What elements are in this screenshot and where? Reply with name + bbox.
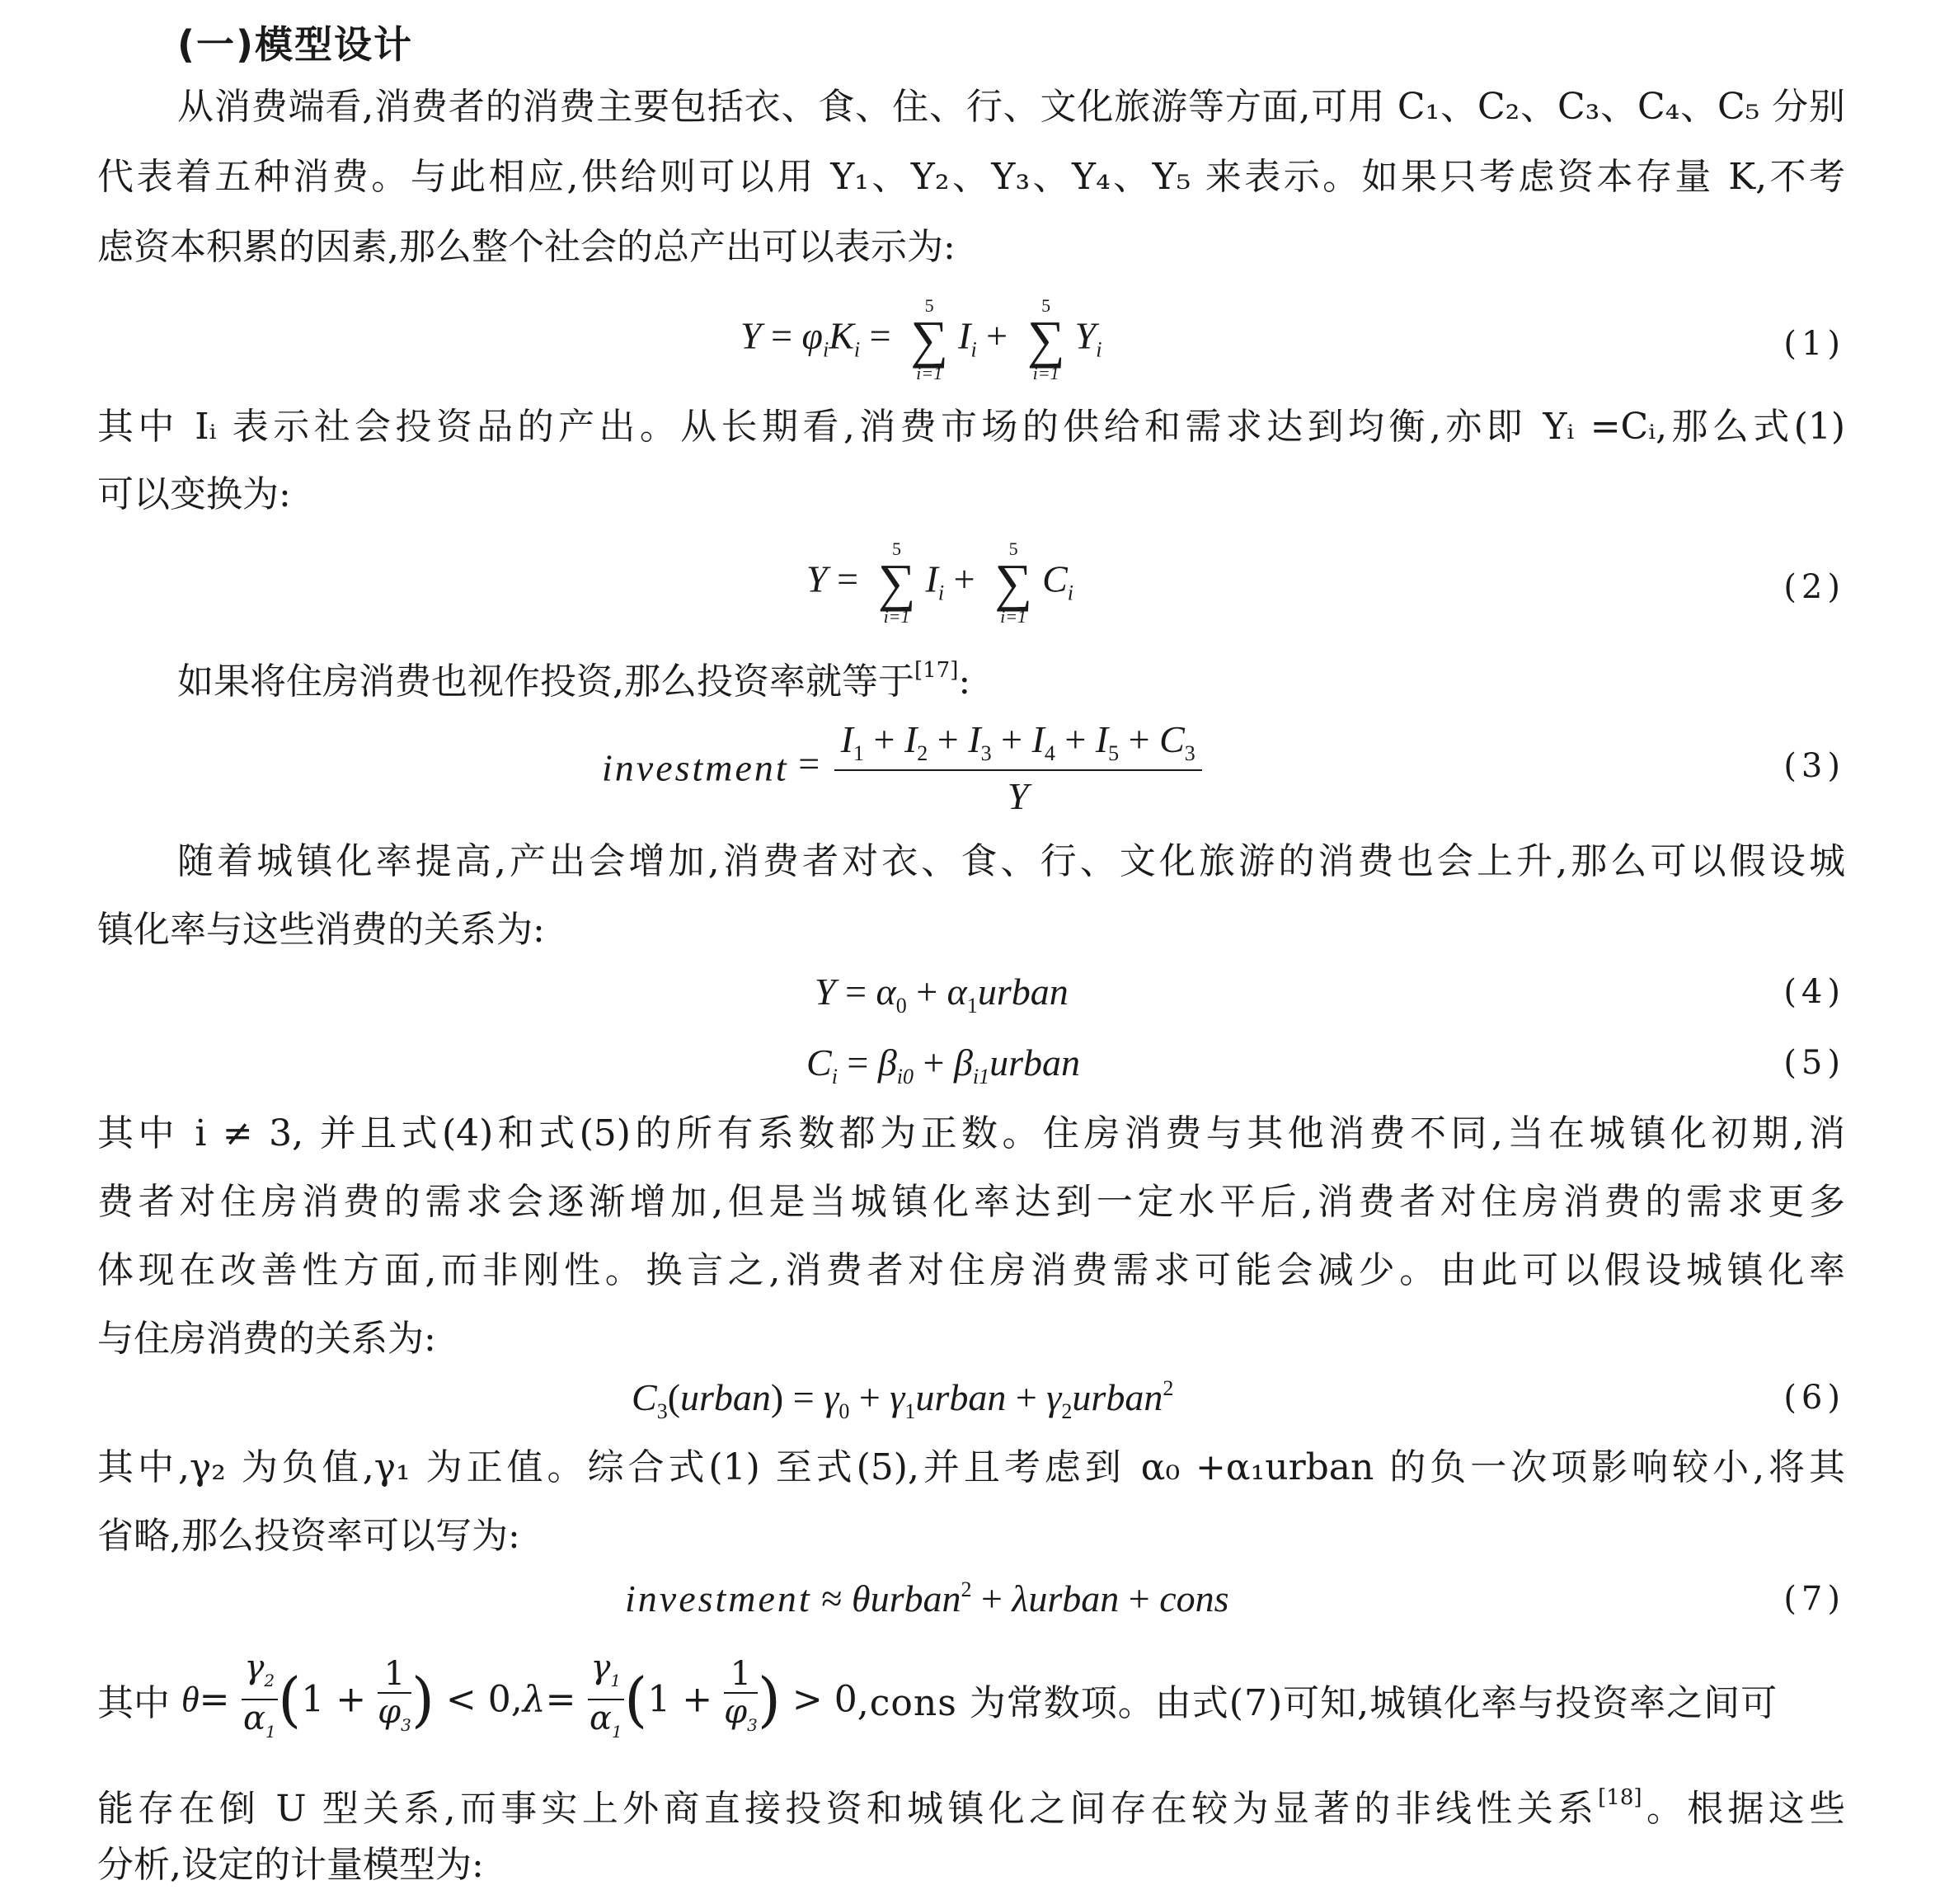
para8-text: 能存在倒 U 型关系,而事实上外商直接投资和城镇化之间存在较为显著的非线性关系 — [97, 1788, 1599, 1830]
para1-line3: 虑资本积累的因素,那么整个社会的总产出可以表示为: — [97, 226, 956, 268]
para1-line2: 代表着五种消费。与此相应,供给则可以用 Y₁、Y₂、Y₃、Y₄、Y₅ 来表示。如果只考虑资本存量 K,不考 — [97, 156, 1845, 198]
equation-2 — [97, 532, 1845, 639]
para7-tail: ,cons 为常数项。由式(7)可知,城镇化率与投资率之间可 — [857, 1682, 1778, 1724]
equation-6-body: $C_3(urban) = \gamma_0$ + $\gamma_1urban$ + $\gamma_2urban^2$ — [632, 1376, 1174, 1423]
para4-line1: 随着城镇化率提高,产出会增加,消费者对衣、食、行、文化旅游的消费也会上升,那么可以假设城 — [177, 840, 1845, 882]
para6-line1: 其中,γ₂ 为负值,γ₁ 为正值。综合式(1) 至式(5),并且考虑到 α₀ +α₁urban 的负一次项影响较小,将其 — [97, 1446, 1845, 1488]
equation-4 — [97, 970, 1845, 1019]
para8-tail: 。根据这些 — [1642, 1788, 1845, 1830]
equation-2-body: Y = 5 ∑ i=1 $I_i$ + 5 ∑ i=1 $C_i$ — [806, 538, 1073, 627]
equation-1-number: (1) — [1783, 325, 1845, 363]
equation-5 — [97, 1041, 1845, 1090]
equation-3-body: investment = $\frac{I_1 + I_2 + I_3 + I_4 + I_5 + C_3}{Y}$ — [602, 717, 1207, 818]
equation-6-number: (6) — [1783, 1379, 1845, 1417]
equation-4-number: (4) — [1783, 973, 1845, 1011]
equation-7-number: (7) — [1783, 1580, 1845, 1618]
para5-line4: 与住房消费的关系为: — [97, 1318, 436, 1360]
para9-line1: 分析,设定的计量模型为: — [97, 1844, 484, 1886]
para6-line2: 省略,那么投资率可以写为: — [97, 1515, 520, 1557]
para5-line2: 费者对住房消费的需求会逐渐增加,但是当城镇化率达到一定水平后,消费者对住房消费的需求更多 — [97, 1181, 1845, 1223]
citation-18: [18] — [1598, 1785, 1642, 1810]
para1-line1: 从消费端看,消费者的消费主要包括衣、食、住、行、文化旅游等方面,可用 C₁、C₂、C₃、C₄、C₅ 分别 — [177, 86, 1845, 128]
para5-line3: 体现在改善性方面,而非刚性。换言之,消费者对住房消费需求可能会减少。由此可以假设城镇化率 — [97, 1249, 1845, 1291]
equation-5-number: (5) — [1783, 1044, 1845, 1082]
para4-line2: 镇化率与这些消费的关系为: — [97, 909, 545, 951]
para3-tail: : — [958, 661, 971, 703]
equation-7-body: investment ≈ θurban$^2$ + λurban + cons — [625, 1577, 1229, 1620]
para5-line1: 其中 i ≠ 3, 并且式(4)和式(5)的所有系数都为正数。住房消费与其他消费不同,当在城镇化初期,消 — [97, 1112, 1845, 1154]
section-heading: (一)模型设计 — [177, 22, 414, 67]
equation-1 — [97, 289, 1845, 396]
equation-1-body: $Y = \varphi_iK_i$ = 5 ∑ i=1 $I_i$ + 5 ∑ i=1 $Y_i$ — [740, 295, 1102, 383]
equation-3 — [97, 717, 1845, 816]
para2-line2: 可以变换为: — [97, 473, 291, 515]
equation-7 — [97, 1577, 1845, 1626]
equation-3-number: (3) — [1783, 747, 1845, 785]
para3-line1 — [177, 646, 1845, 707]
para8-line1 — [97, 1773, 1845, 1834]
para7-line1: 其中 θ= $\frac{\gamma_2}{\alpha_1}$ (1 + $\frac{1}{\varphi_3}$ ) < 0,λ= $\frac{\gamma_1}{\alpha_1}$ (1 + $\frac{1}{\varphi_3}$ ) > 0,cons 为常数项。由式(7)可知,城镇化率与投资率之间可 — [97, 1648, 1778, 1742]
equation-2-number: (2) — [1783, 568, 1845, 606]
citation-17: [17] — [914, 658, 959, 683]
equation-5-body: $C_i = \beta_{i0}$ + $\beta_{i1}urban$ — [806, 1041, 1081, 1088]
equation-4-body: $Y = \alpha_0$ + $\alpha_1urban$ — [815, 971, 1069, 1018]
para2-line1: 其中 Iᵢ 表示社会投资品的产出。从长期看,消费市场的供给和需求达到均衡,亦即 Yᵢ =Cᵢ,那么式(1) — [97, 406, 1845, 448]
equation-6 — [97, 1375, 1845, 1425]
para3-text: 如果将住房消费也视作投资,那么投资率就等于 — [177, 661, 914, 703]
